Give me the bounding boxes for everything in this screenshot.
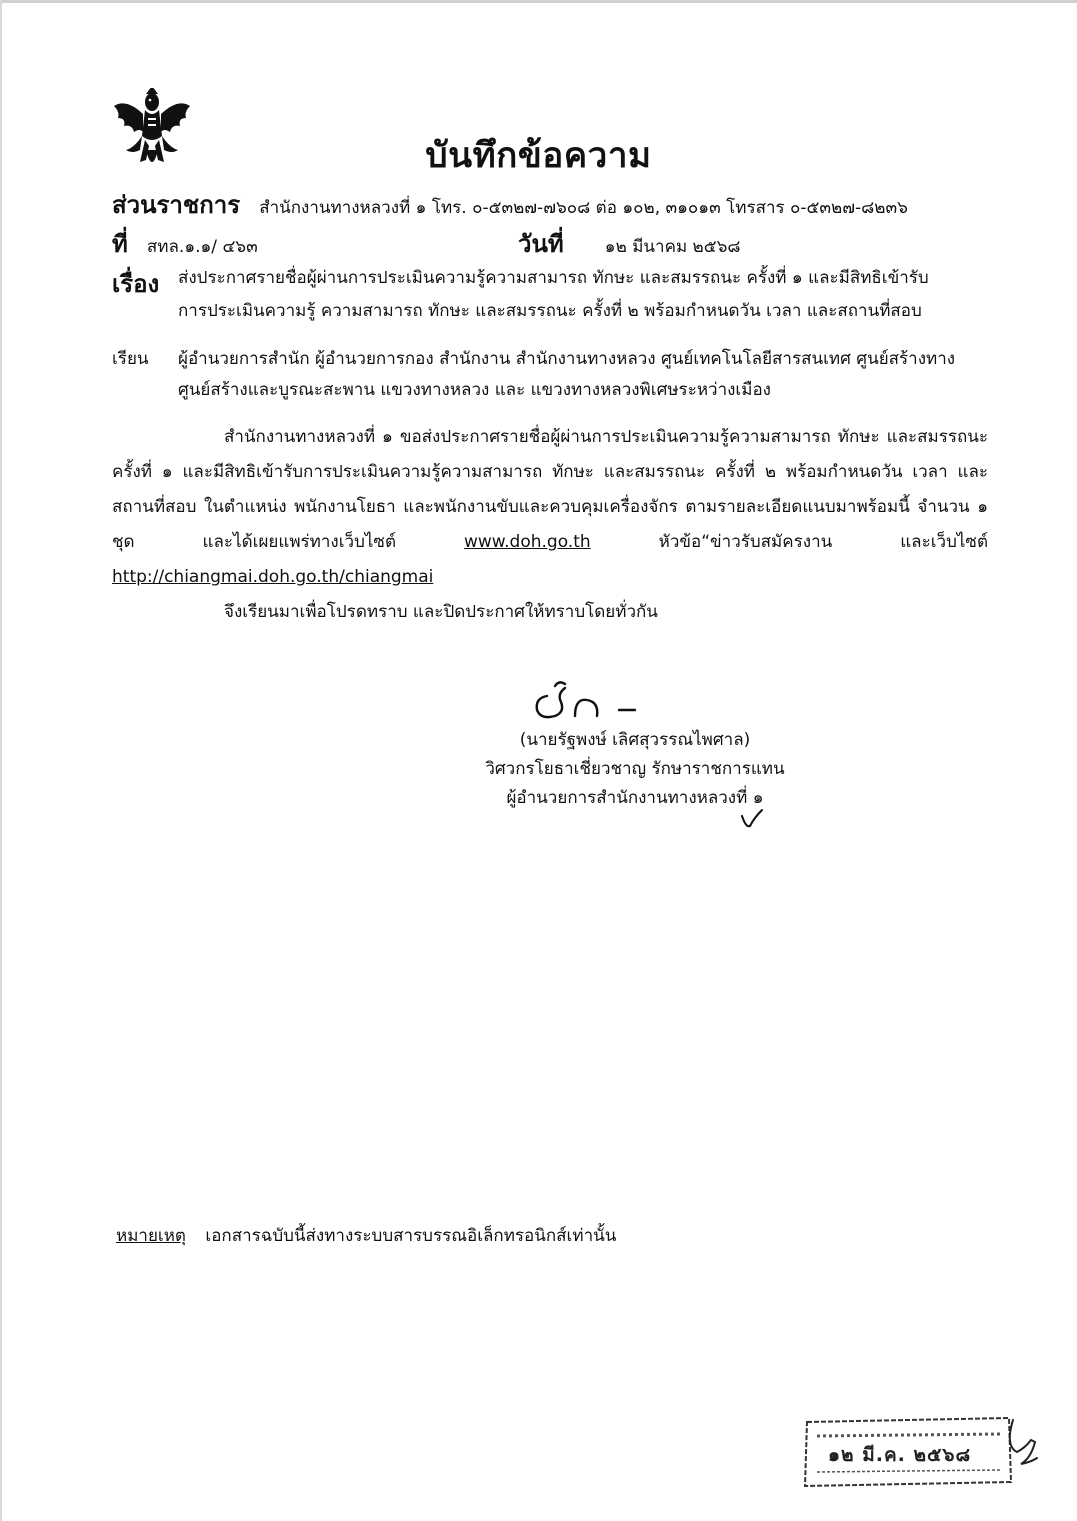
ref-row — [112, 224, 258, 263]
ref-value: สทล.๑.๑/ ๔๖๓ — [146, 237, 258, 257]
scan-edge-top — [0, 0, 1077, 3]
handwritten-signature — [515, 676, 655, 728]
to-label: เรียน — [112, 349, 149, 369]
to-line-1: ผู้อำนวยการสำนัก ผู้อำนวยการกอง สำนักงาน สำนักงานทางหลวง ศูนย์เทคโนโลยีสารสนเทศ ศูนย์สร้างทาง — [178, 349, 956, 369]
website-link-doh[interactable]: www.doh.go.th — [464, 532, 591, 552]
memo-title: บันทึกข้อความ — [425, 136, 652, 176]
date-value: ๑๒ มีนาคม ๒๕๖๘ — [604, 237, 741, 257]
body-paragraph-2: จึงเรียนมาเพื่อโปรดทราบ และปิดประกาศให้ทราบโดยทั่วกัน — [224, 602, 658, 622]
note-text: เอกสารฉบับนี้ส่งทางระบบสารบรรณอิเล็กทรอนิกส์เท่านั้น — [205, 1226, 617, 1246]
subject-line-2: การประเมินความรู้ ความสามารถ ทักษะ และสมรรถนะ ครั้งที่ ๒ พร้อมกำหนดวัน เวลา และสถานที่สอบ — [178, 301, 922, 321]
agency-row — [112, 185, 908, 224]
ref-label: ที่ — [112, 230, 128, 258]
date-row — [518, 224, 741, 263]
signature-block — [430, 726, 840, 813]
signer-position-2: ผู้อำนวยการสำนักงานทางหลวงที่ ๑ — [506, 788, 764, 808]
note-label: หมายเหตุ — [116, 1226, 186, 1246]
agency-value: สำนักงานทางหลวงที่ ๑ โทร. ๐-๕๓๒๗-๗๖๐๘ ต่อ ๑๐๒, ๓๑๐๑๓ โทรสาร ๐-๕๓๒๗-๘๒๓๖ — [259, 198, 908, 218]
scan-edge-left — [0, 0, 2, 1521]
to-line-2: ศูนย์สร้างและบูรณะสะพาน แขวงทางหลวง และ แขวงทางหลวงพิเศษระหว่างเมือง — [178, 380, 771, 400]
agency-label: ส่วนราชการ — [112, 191, 241, 219]
stamp-date: ๑๒ มี.ค. ๒๕๖๘ — [828, 1444, 972, 1466]
signer-name: (นายรัฐพงษ์ เลิศสุวรรณไพศาล) — [519, 730, 751, 750]
subject-line-1: ส่งประกาศรายชื่อผู้ผ่านการประเมินความรู้ความสามารถ ทักษะ และสมรรถนะ ครั้งที่ ๑ และมีสิทธิเข้ารับ — [178, 268, 929, 288]
body-text-part-1: สำนักงานทางหลวงที่ ๑ ขอส่งประกาศรายชื่อผู้ผ่านการประเมินความรู้ความสามารถ ทักษะ และสมรรถนะ ครั้งที่ ๑ และมีสิทธิเข้ารับการประเมินความรู้ความสามารถ ทักษะ และสมรรถนะ ครั้งที่ ๒ พร้อมกำหนดวัน เวลา และสถานที่สอบ ในตำแหน่ง พนักงานโยธา และพนักงานขับและควบคุมเครื่องจักร ตามรายละเอียดแนบมาพร้อมนี้ จำนวน ๑ ชุด และได้เผยแพร่ทางเว็บไซต์ — [112, 427, 988, 552]
body-paragraph-1 — [112, 420, 988, 595]
signer-position-1: วิศวกรโยธาเชี่ยวชาญ รักษาราชการแทน — [485, 759, 785, 779]
subject-label: เรื่อง — [112, 270, 160, 298]
date-label: วันที่ — [518, 230, 564, 258]
body-text-part-2: หัวข้อ“ข่าวรับสมัครงาน และเว็บไซต์ — [590, 532, 988, 552]
note-row — [116, 1222, 616, 1249]
website-link-chiangmai[interactable]: http://chiangmai.doh.go.th/chiangmai — [112, 567, 434, 587]
handwritten-check-mark — [738, 808, 766, 832]
